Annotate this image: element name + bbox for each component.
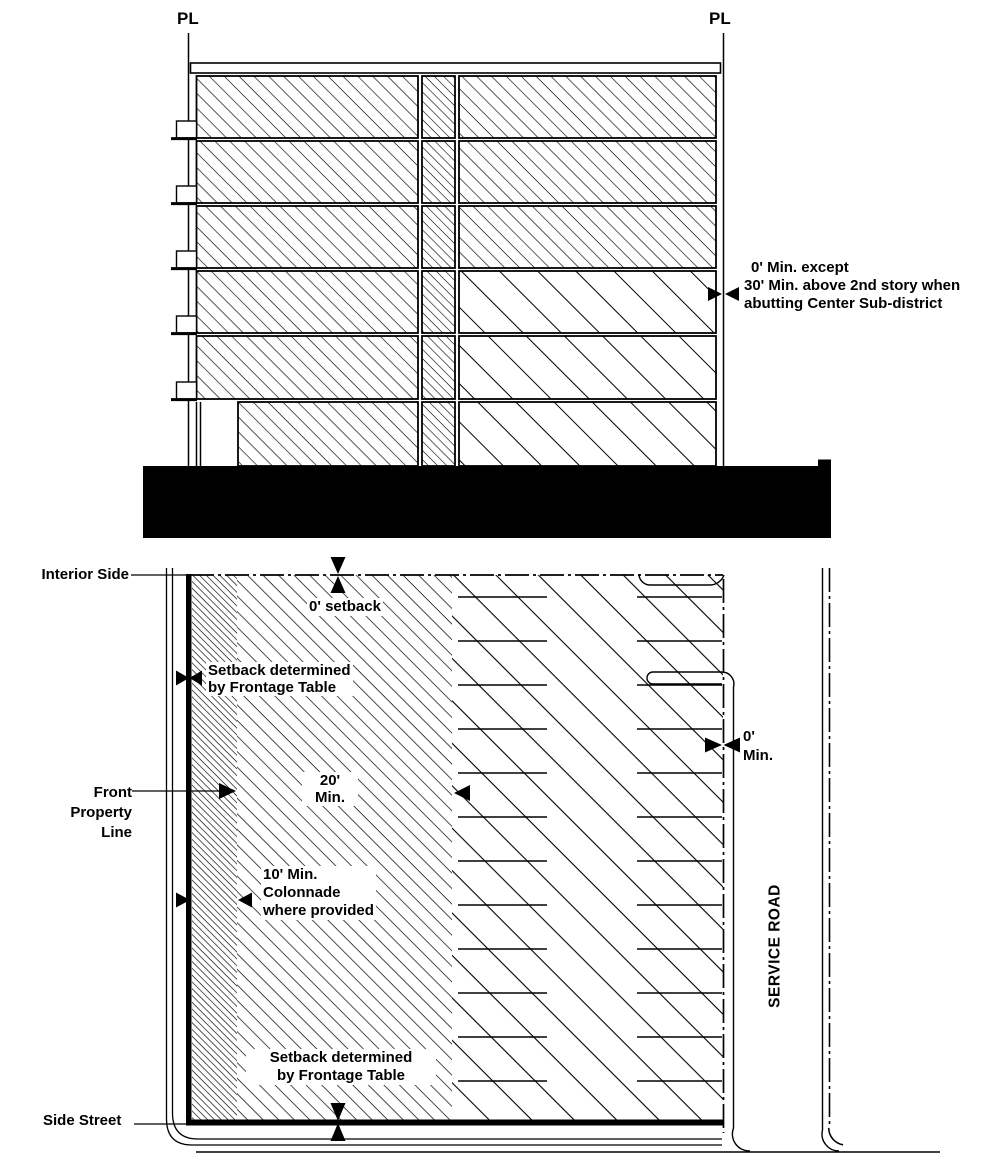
floor-3 xyxy=(197,271,717,333)
floor-5 xyxy=(197,141,717,203)
rear-min-label xyxy=(743,727,773,765)
label-line: 0' xyxy=(743,728,755,745)
floor-4 xyxy=(197,206,717,268)
front-property-line-label xyxy=(58,783,132,843)
interior-side-label: Interior Side xyxy=(41,566,129,583)
label-line: Property xyxy=(70,804,132,821)
floor-1 xyxy=(238,402,716,466)
side-setback-note xyxy=(246,1049,436,1085)
floor-2 xyxy=(197,336,717,399)
label-line: Min. xyxy=(315,789,345,806)
parapet xyxy=(191,63,721,73)
label-line: where provided xyxy=(263,902,374,919)
front-yard-min-label xyxy=(302,772,358,806)
side-street-property-line-thick xyxy=(186,1120,723,1126)
service-road-curb-right xyxy=(822,568,839,1151)
service-road-label: SERVICE ROAD xyxy=(766,884,784,1008)
note-line: abutting Center Sub-district xyxy=(744,295,943,312)
note-line: 30' Min. above 2nd story when xyxy=(744,277,961,294)
label-line: 20' xyxy=(319,772,341,789)
note-line: by Frontage Table xyxy=(208,679,337,696)
label-line: Colonnade xyxy=(263,884,341,901)
ground-bar xyxy=(143,466,831,538)
site-plan-drawing xyxy=(0,545,996,1167)
front-setback-note xyxy=(206,662,353,696)
service-road-centerline xyxy=(829,568,846,1145)
floor-6 xyxy=(197,76,717,138)
side-street-label: Side Street xyxy=(43,1112,122,1129)
note-line: Setback determined xyxy=(269,1049,413,1066)
building-zone-hatch xyxy=(452,575,723,1122)
ground-bar-notch xyxy=(818,460,831,468)
pl-left-label: PL xyxy=(177,9,199,28)
label-line: Front xyxy=(93,784,132,801)
front-setback-zone-hatch xyxy=(237,575,452,1122)
note-line: 0' Min. except xyxy=(751,259,849,276)
label-line: Line xyxy=(101,824,132,841)
elevation-setback-note xyxy=(744,259,960,313)
zero-setback-label: 0' setback xyxy=(309,598,381,615)
note-line: by Frontage Table xyxy=(276,1067,406,1084)
colonnade-label xyxy=(261,866,376,920)
front-property-line-thick xyxy=(186,574,192,1125)
pl-right-label: PL xyxy=(709,9,731,28)
balconies xyxy=(171,121,197,400)
label-line: 10' Min. xyxy=(263,866,318,883)
colonnade-zone-hatch xyxy=(192,575,237,1122)
note-line: Setback determined xyxy=(208,662,351,679)
label-line: Min. xyxy=(743,747,773,764)
